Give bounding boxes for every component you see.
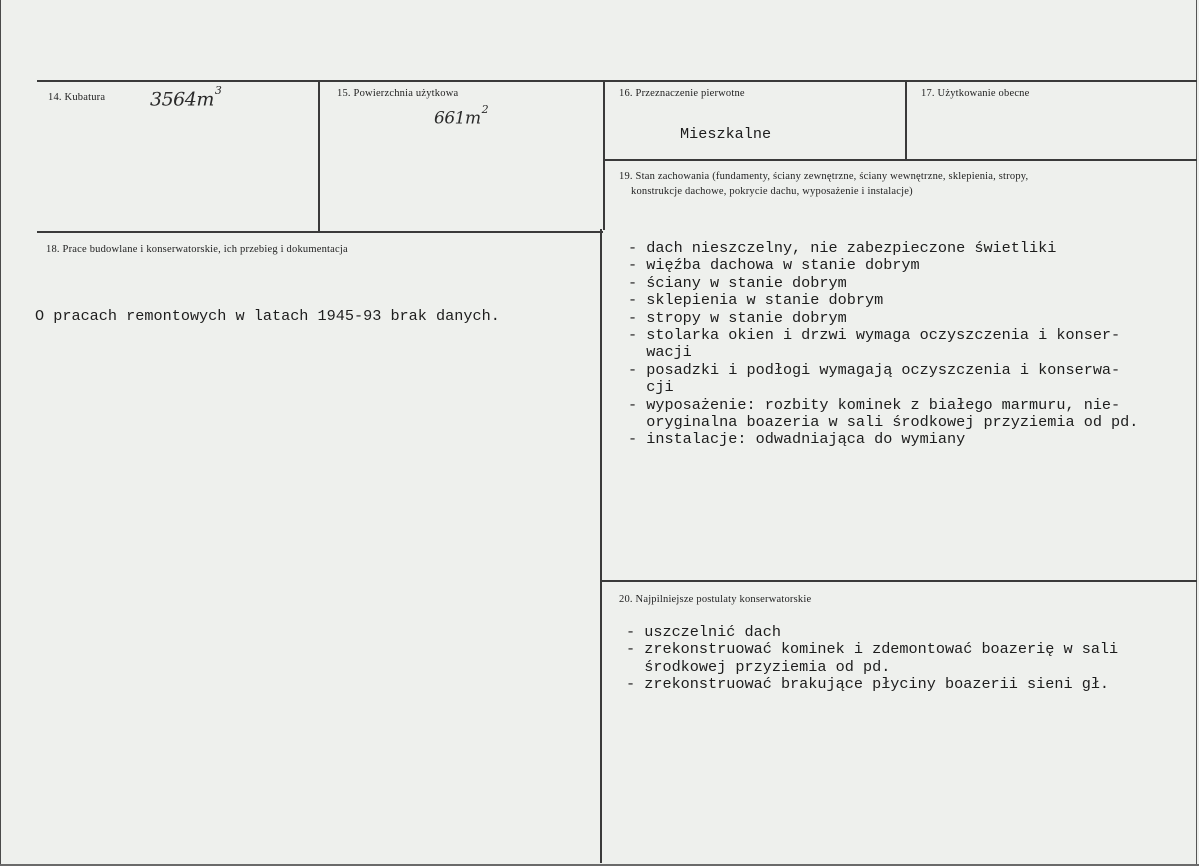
field-15-value (434, 103, 489, 129)
grid-line-col2 (603, 80, 605, 230)
card-right-edge (1196, 0, 1197, 866)
field-14-label: 14. Kubatura (48, 92, 106, 103)
grid-line-row2-right (603, 159, 1197, 161)
field-16-label: 16. Przeznaczenie pierwotne (619, 88, 745, 99)
grid-line-col2-lower (600, 229, 602, 863)
field-19-condition-list (628, 240, 1138, 449)
condition-item: - stolarka okien i drzwi wymaga oczyszczenia i konser- (628, 326, 1121, 345)
condition-item: - wyposażenie: rozbity kominek z białego marmuru, nie- (628, 395, 1121, 414)
condition-item: - sklepienia w stanie dobrym (628, 291, 884, 310)
field-14-value (150, 84, 222, 111)
condition-item-continuation: oryginalna boazeria w sali środkowej przyziemia od pd. (628, 413, 1139, 432)
condition-item: - instalacje: odwadniająca do wymiany (628, 430, 966, 449)
field-14-unit-exponent: 3 (214, 84, 222, 97)
field-17-label: 17. Użytkowanie obecne (921, 88, 1030, 99)
postulate-item-continuation: środkowej przyziemia od pd. (626, 657, 891, 676)
condition-item-continuation: cji (628, 378, 674, 397)
field-15-value-text: 661m (434, 108, 481, 129)
field-16-value: Mieszkalne (680, 125, 772, 143)
condition-item: - ściany w stanie dobrym (628, 273, 847, 292)
grid-line-col3 (905, 80, 907, 159)
field-20-postulates-list (626, 624, 1118, 694)
condition-item-continuation: wacji (628, 343, 692, 362)
postulate-item: - zrekonstruować kominek i zdemontować boazerię w sali (626, 640, 1119, 659)
condition-item: - dach nieszczelny, nie zabezpieczone świetliki (628, 239, 1057, 257)
postulate-item: - zrekonstruować brakujące płyciny boazerii sieni gł. (626, 675, 1110, 694)
field-19-label-line1: 19. Stan zachowania (fundamenty, ściany zewnętrzne, ściany wewnętrzne, sklepienia, stropy, (619, 171, 1029, 182)
field-15-unit-exponent: 2 (481, 103, 489, 116)
condition-item: - posadzki i podłogi wymagają oczyszczenia i konserwa- (628, 360, 1121, 379)
grid-line-row3-right (600, 580, 1197, 582)
condition-item: - stropy w stanie dobrym (628, 308, 847, 327)
grid-line-top (37, 80, 1197, 82)
field-18-label: 18. Prace budowlane i konserwatorskie, ich przebieg i dokumentacja (46, 244, 348, 255)
condition-item: - więźba dachowa w stanie dobrym (628, 256, 920, 275)
field-14-value-text: 3564m (150, 88, 214, 111)
grid-line-row2-left (37, 231, 603, 233)
grid-line-col1 (318, 80, 320, 231)
postulate-item: - uszczelnić dach (626, 623, 781, 641)
card-left-edge (0, 0, 1, 866)
field-18-value: O pracach remontowych w latach 1945-93 brak danych. (35, 307, 500, 325)
field-15-label: 15. Powierzchnia użytkowa (337, 88, 459, 99)
field-19-label-line2: konstrukcje dachowe, pokrycie dachu, wyposażenie i instalacje) (631, 186, 913, 197)
field-20-label: 20. Najpilniejsze postulaty konserwatorskie (619, 594, 812, 605)
